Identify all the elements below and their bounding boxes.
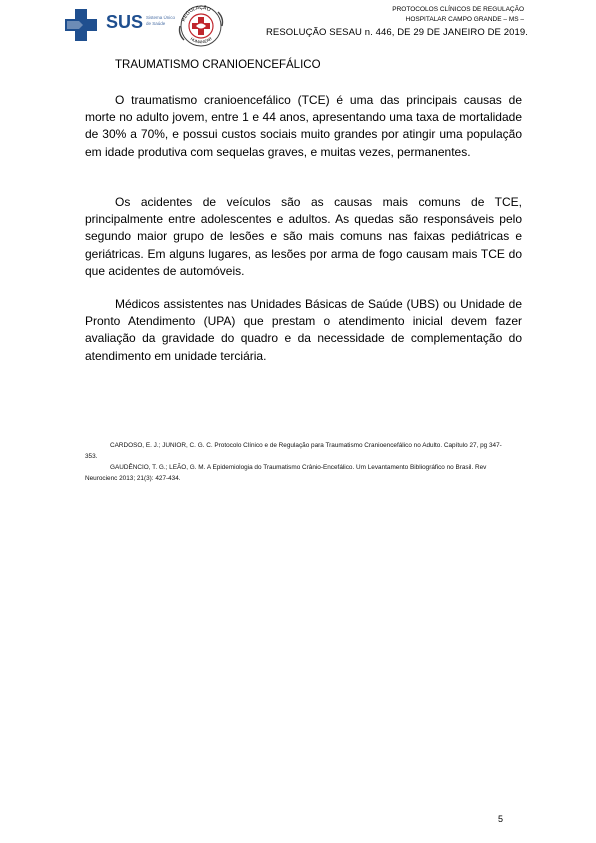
paragraph-1: O traumatismo cranioencefálico (TCE) é uma das principais causas de morte no adulto jovem, entre 1 e 44 anos, apresentando uma taxa de mortalidade de 30% a 70%, e possui custos sociais muito grandes por atingir uma população em idade produtiva com sequelas graves, e muitas vezes, permanentes. (85, 93, 522, 159)
header-resolution-line: RESOLUÇÃO SESAU n. 446, DE 29 DE JANEIRO DE 2019. (265, 27, 528, 38)
reference-1: CARDOSO, E. J.; JUNIOR, C. G. C. Protocolo Clínico e de Regulação para Traumatismo Cranioencefálico no Adulto. Capítulo 27, pg 347-353. (85, 442, 502, 460)
seal-text-top: REGULAÇÃO (180, 4, 212, 23)
header-hospital-line: HOSPITALAR CAMPO GRANDE – MS – (405, 16, 524, 23)
sus-cross-icon (64, 8, 98, 42)
page-header (0, 0, 596, 50)
reference-2: GAUDÊNCIO, T. G.; LEÃO, G. M. A Epidemiologia do Traumatismo Crânio-Encefálico. Um Levantamento Bibliográfico no Brasil. Rev Neurocienc 2013; 21(3): 427-434. (85, 464, 487, 482)
page-number: 5 (497, 814, 503, 824)
paragraph-3: Médicos assistentes nas Unidades Básicas de Saúde (UBS) ou Unidade de Pronto Atendimento (UPA) que prestam o atendimento inicial devem fazer avaliação da gravidade do quadro e da necessidade de complementação do atendimento em unidade terciária. (85, 297, 522, 363)
sus-wordmark: SUS (106, 12, 144, 32)
regulacao-seal-icon (176, 2, 226, 50)
sus-tagline: Sistema Único de Saúde (146, 15, 176, 26)
references (85, 440, 505, 484)
document-title: TRAUMATISMO CRANIOENCEFÁLICO (115, 59, 321, 71)
sus-logo (64, 8, 176, 42)
paragraph-2: Os acidentes de veículos são as causas mais comuns de TCE, principalmente entre adolescentes e adultos. As quedas são responsáveis pelo segundo maior grupo de lesões e são mais comuns nas faixas pediátricas e geriátricas. Em alguns lugares, as lesões por arma de fogo causam mais TCE do que acidentes de automóveis. (85, 195, 522, 278)
seal-text-bottom: HUMANIZAR (189, 35, 213, 45)
header-protocol-line: PROTOCOLOS CLÍNICOS DE REGULAÇÃO (392, 6, 524, 13)
